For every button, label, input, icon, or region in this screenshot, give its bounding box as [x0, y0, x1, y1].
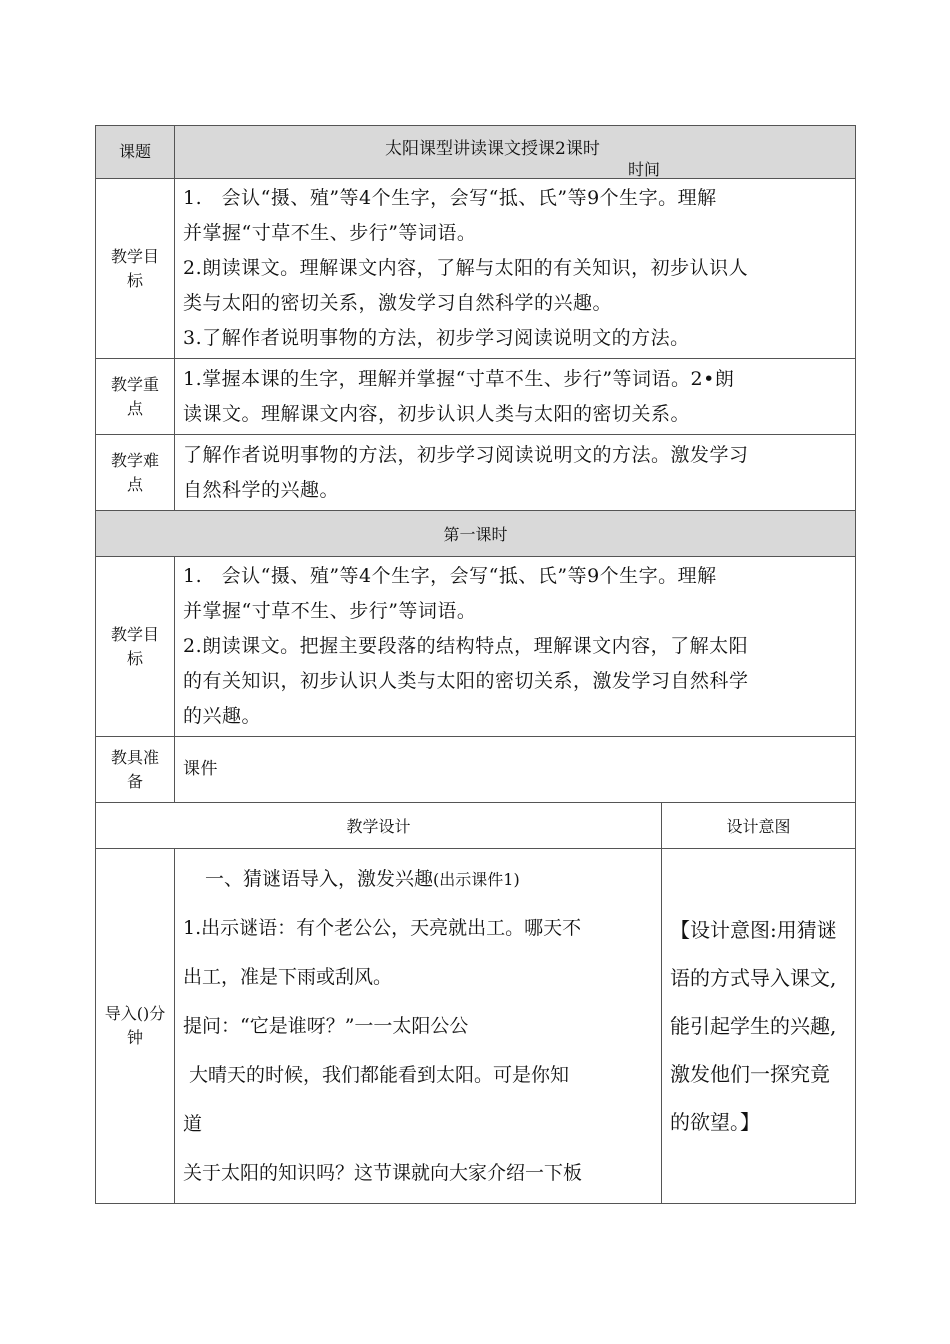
period-goals-content — [175, 557, 856, 737]
intro-heading-text: 一、猜谜语导入，激发兴趣 — [205, 868, 434, 890]
period-goals-line: 1. 会认“摄、殖”等4个生字，会写“抵、氏”等9个生字。理解 — [183, 565, 717, 587]
keypoints-line: 读课文。理解课文内容，初步认识人类与太阳的密切关系。 — [183, 402, 691, 425]
goals-line: 3.了解作者说明事物的方法，初步学习阅读说明文的方法。 — [183, 327, 690, 349]
keypoints-line: 1.掌握本课的生字，理解并掌握“寸草不生、步行”等词语。2•朗 — [183, 367, 735, 390]
goals-label: 教学目标 — [96, 179, 175, 359]
goals-line: 并掌握“寸草不生、步行”等词语。 — [183, 222, 477, 244]
section-title: 第一课时 — [96, 511, 856, 557]
intro-label: 导入()分钟 — [96, 849, 175, 1204]
difficulties-line: 了解作者说明事物的方法，初步学习阅读说明文的方法。激发学习 — [183, 443, 749, 466]
intro-line: 道 — [183, 1113, 203, 1135]
intro-line: 大晴天的时候，我们都能看到太阳。可是你知 — [183, 1064, 570, 1086]
intro-heading-note: (出示课件1) — [433, 870, 520, 889]
goals-line: 1. 会认“摄、殖”等4个生字，会写“抵、氏”等9个生字。理解 — [183, 187, 717, 209]
intro-design — [175, 849, 662, 1204]
design-header: 教学设计 — [96, 803, 662, 849]
intro-line: 1.出示谜语：有个老公公，天亮就出工。哪天不 — [183, 917, 582, 939]
keypoints-content — [175, 359, 856, 435]
goals-line: 2.朗读课文。理解课文内容，了解与太阳的有关知识，初步认识人 — [183, 257, 749, 279]
intro-heading — [183, 855, 653, 904]
goals-content — [175, 179, 856, 359]
tools-label: 教具准备 — [96, 737, 175, 803]
period-goals-line: 的兴趣。 — [183, 705, 262, 727]
goals-line: 类与太阳的密切关系，激发学习自然科学的兴趣。 — [183, 292, 613, 314]
period-goals-line: 并掌握“寸草不生、步行”等词语。 — [183, 600, 477, 622]
intent-header: 设计意图 — [662, 803, 856, 849]
intro-line: 关于太阳的知识吗？这节课就向大家介绍一下板 — [183, 1162, 583, 1184]
keypoints-label: 教学重点 — [96, 359, 175, 435]
tools-value: 课件 — [175, 737, 856, 803]
intro-line: 出工，准是下雨或刮风。 — [183, 966, 393, 988]
period-goals-label: 教学目标 — [96, 557, 175, 737]
difficulties-line: 自然科学的兴趣。 — [183, 478, 340, 501]
header-title-cell — [175, 126, 856, 179]
period-goals-line: 2.朗读课文。把握主要段落的结构特点，理解课文内容，了解太阳 — [183, 635, 749, 657]
difficulties-label: 教学难点 — [96, 435, 175, 511]
header-label: 课题 — [96, 126, 175, 179]
period-goals-line: 的有关知识，初步认识人类与太阳的密切关系，激发学习自然科学 — [183, 670, 749, 692]
difficulties-content — [175, 435, 856, 511]
lesson-plan-table — [95, 125, 855, 1204]
lesson-title-time: 时间 — [628, 160, 661, 179]
lesson-title: 太阳课型讲读课文授课2课时 — [385, 139, 600, 159]
intro-line: 提问：“它是谁呀？”一一太阳公公 — [183, 1015, 469, 1037]
intro-intent: 【设计意图:用猜谜语的方式导入课文,能引起学生的兴趣,激发他们一探究竟的欲望。】 — [662, 849, 856, 1204]
